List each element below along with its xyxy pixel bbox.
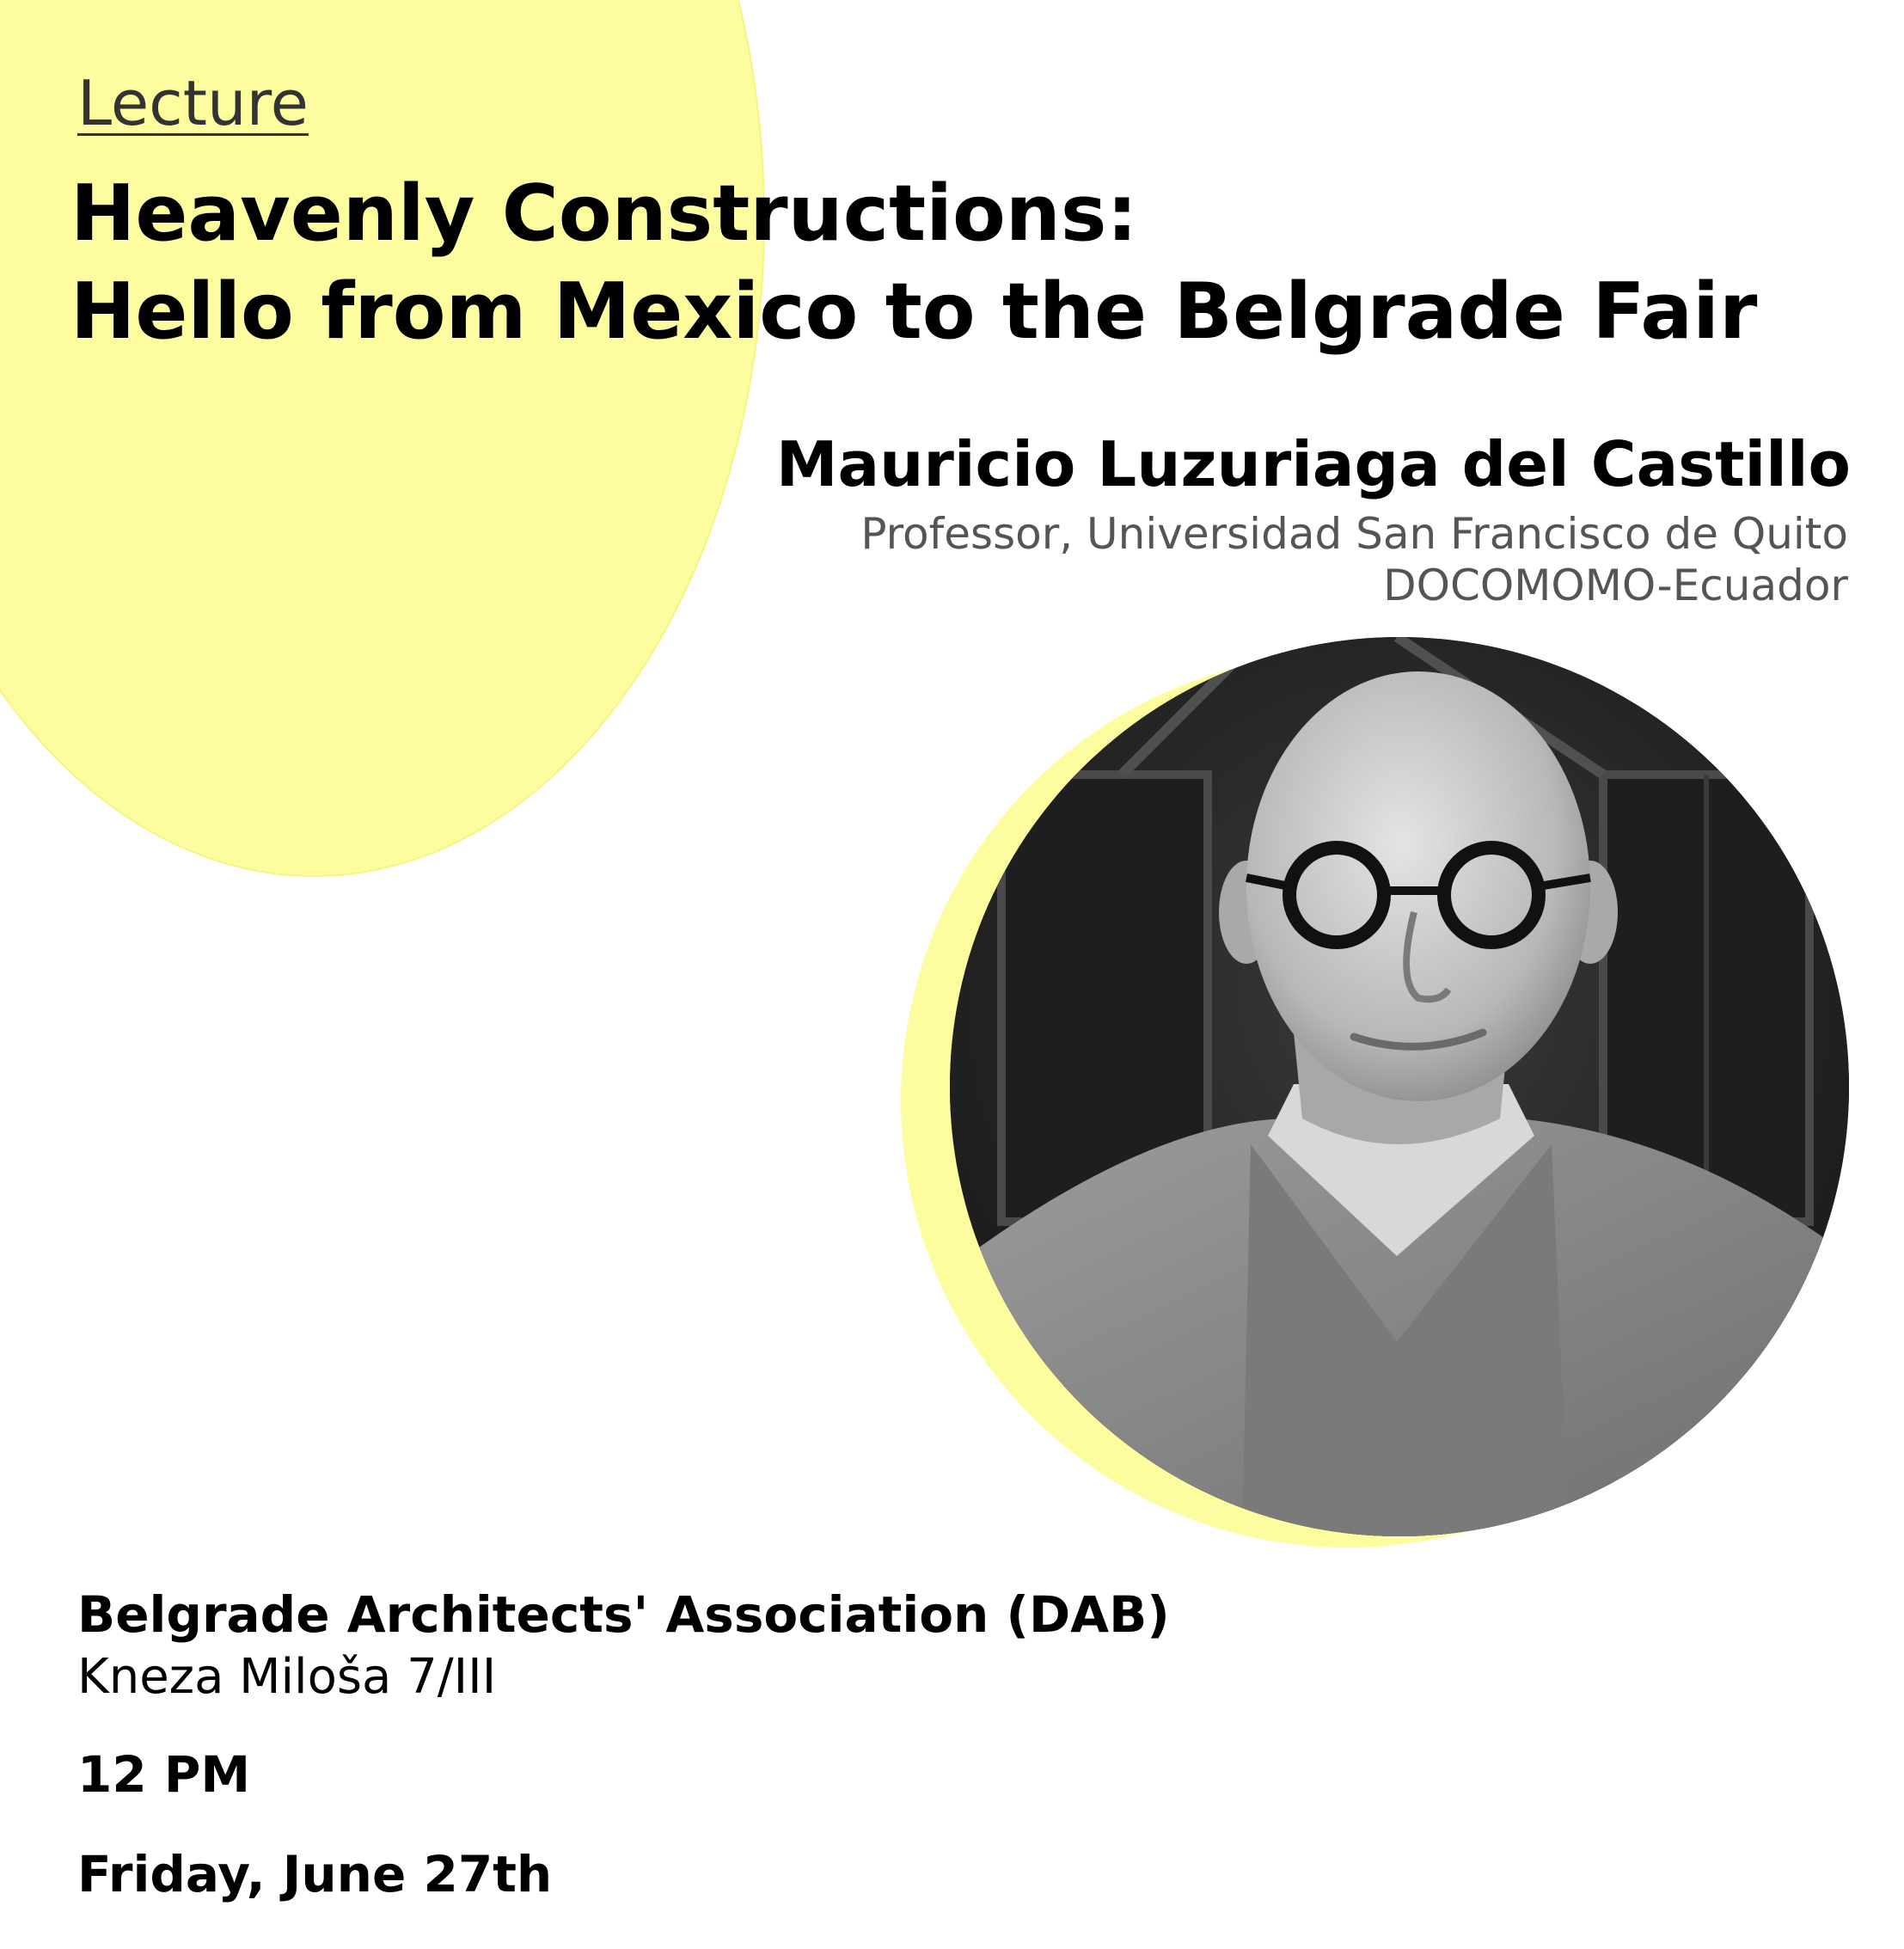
speaker-affiliation-organization: DOCOMOMO-Ecuador xyxy=(1383,561,1848,610)
speaker-affiliation-university: Professor, Universidad San Francisco de Quito xyxy=(860,509,1848,559)
speaker-portrait-photo xyxy=(950,637,1849,1536)
lecture-title-line-2: Hello from Mexico to the Belgrade Fair xyxy=(70,267,1758,357)
lecture-title-line-1: Heavenly Constructions: xyxy=(70,169,1138,259)
event-date: Friday, June 27th xyxy=(77,1845,553,1903)
venue-name: Belgrade Architects' Association (DAB) xyxy=(77,1585,1170,1644)
event-time: 12 PM xyxy=(77,1745,251,1804)
speaker-name: Mauricio Luzuriaga del Castillo xyxy=(775,428,1851,500)
lecture-label: Lecture xyxy=(77,67,309,139)
venue-address: Kneza Miloša 7/III xyxy=(77,1649,497,1705)
